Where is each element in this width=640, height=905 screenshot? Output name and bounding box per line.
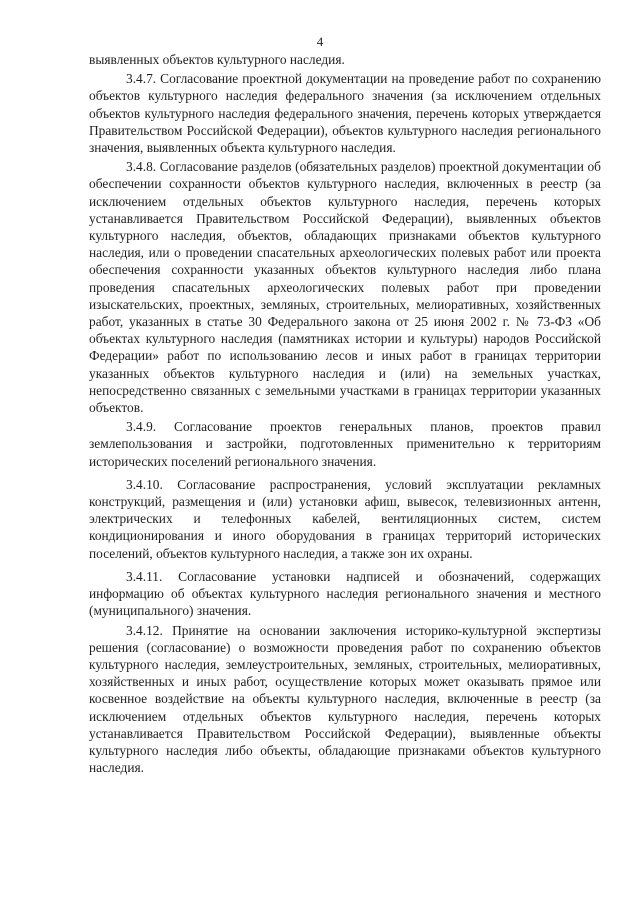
paragraph-3-4-7: 3.4.7. Согласование проектной документации на проведение работ по сохранению объектов культурного наследия федерального значения (за исключением отдельных объектов культурного наследия федерального значения, перечень которых утверждается Правительством Российской Федерации), объектов культурного наследия регионального значения, выявленных объекта культурного наследия. [89, 71, 601, 156]
page-number: 4 [316, 34, 324, 49]
paragraph-3-4-8: 3.4.8. Согласование разделов (обязательных разделов) проектной документации об обеспечении сохранности объектов культурного наследия, включенных в реестр (за исключением отдельных объектов культурного наследия, перечень которых устанавливается Правительством Российской Федерации), выявленных объектов культурного наследия, объектов, обладающих признаками объектов культурного наследия, или о проведении спасательных археологических полевых работ или проекта обеспечения сохранности указанных объектов культурного наследия либо плана проведения спасательных археологических полевых работ при проведении изыскательских, проектных, земляных, строительных, мелиоративных, хозяйственных работ, указанных в статье 30 Федерального закона от 25 июня 2002 г. № 73-ФЗ «Об объектах культурного наследия (памятниках истории и культуры) народов Российской Федерации» работ по использованию лесов и иных работ в границах территории указанных объектов культурного наследия и (или) на земельных участках, непосредственно связанных с земельными участками в границах территории указанных объектов. [89, 159, 601, 416]
paragraph-continuation: выявленных объектов культурного наследия. [89, 52, 345, 67]
paragraph-3-4-9: 3.4.9. Согласование проектов генеральных планов, проектов правил землепользования и застройки, подготовленных применительно к территориям исторических поселений регионального значения. [89, 419, 601, 469]
document-body [89, 51, 601, 776]
paragraph-3-4-10: 3.4.10. Согласование распространения, условий эксплуатации рекламных конструкций, размещения и (или) установки афиш, вывесок, телевизионных антенн, электрических и телефонных кабелей, вентиляционных систем, систем кондиционирования и иного оборудования в границах территорий исторических поселений, объектов культурного наследия, а также зон их охраны. [89, 476, 601, 561]
paragraph-3-4-11: 3.4.11. Согласование установки надписей и обозначений, содержащих информацию об объектах культурного наследия регионального значения и местного (муниципального) значения. [89, 568, 601, 619]
paragraph-3-4-12: 3.4.12. Принятие на основании заключения историко-культурной экспертизы решения (согласование) о возможности проведения работ по сохранению объектов культурного наследия, землеустроительных, земляных, строительных, мелиоративных, хозяйственных и иных работ, осуществление которых может оказывать прямое или косвенное воздействие на объекты культурного наследия, включенные в реестр (за исключением отдельных объектов культурного наследия, перечень которых устанавливается Правительством Российской Федерации), выявленные объекты культурного наследия либо объекты, обладающие признаками объектов культурного наследия. [89, 622, 601, 776]
